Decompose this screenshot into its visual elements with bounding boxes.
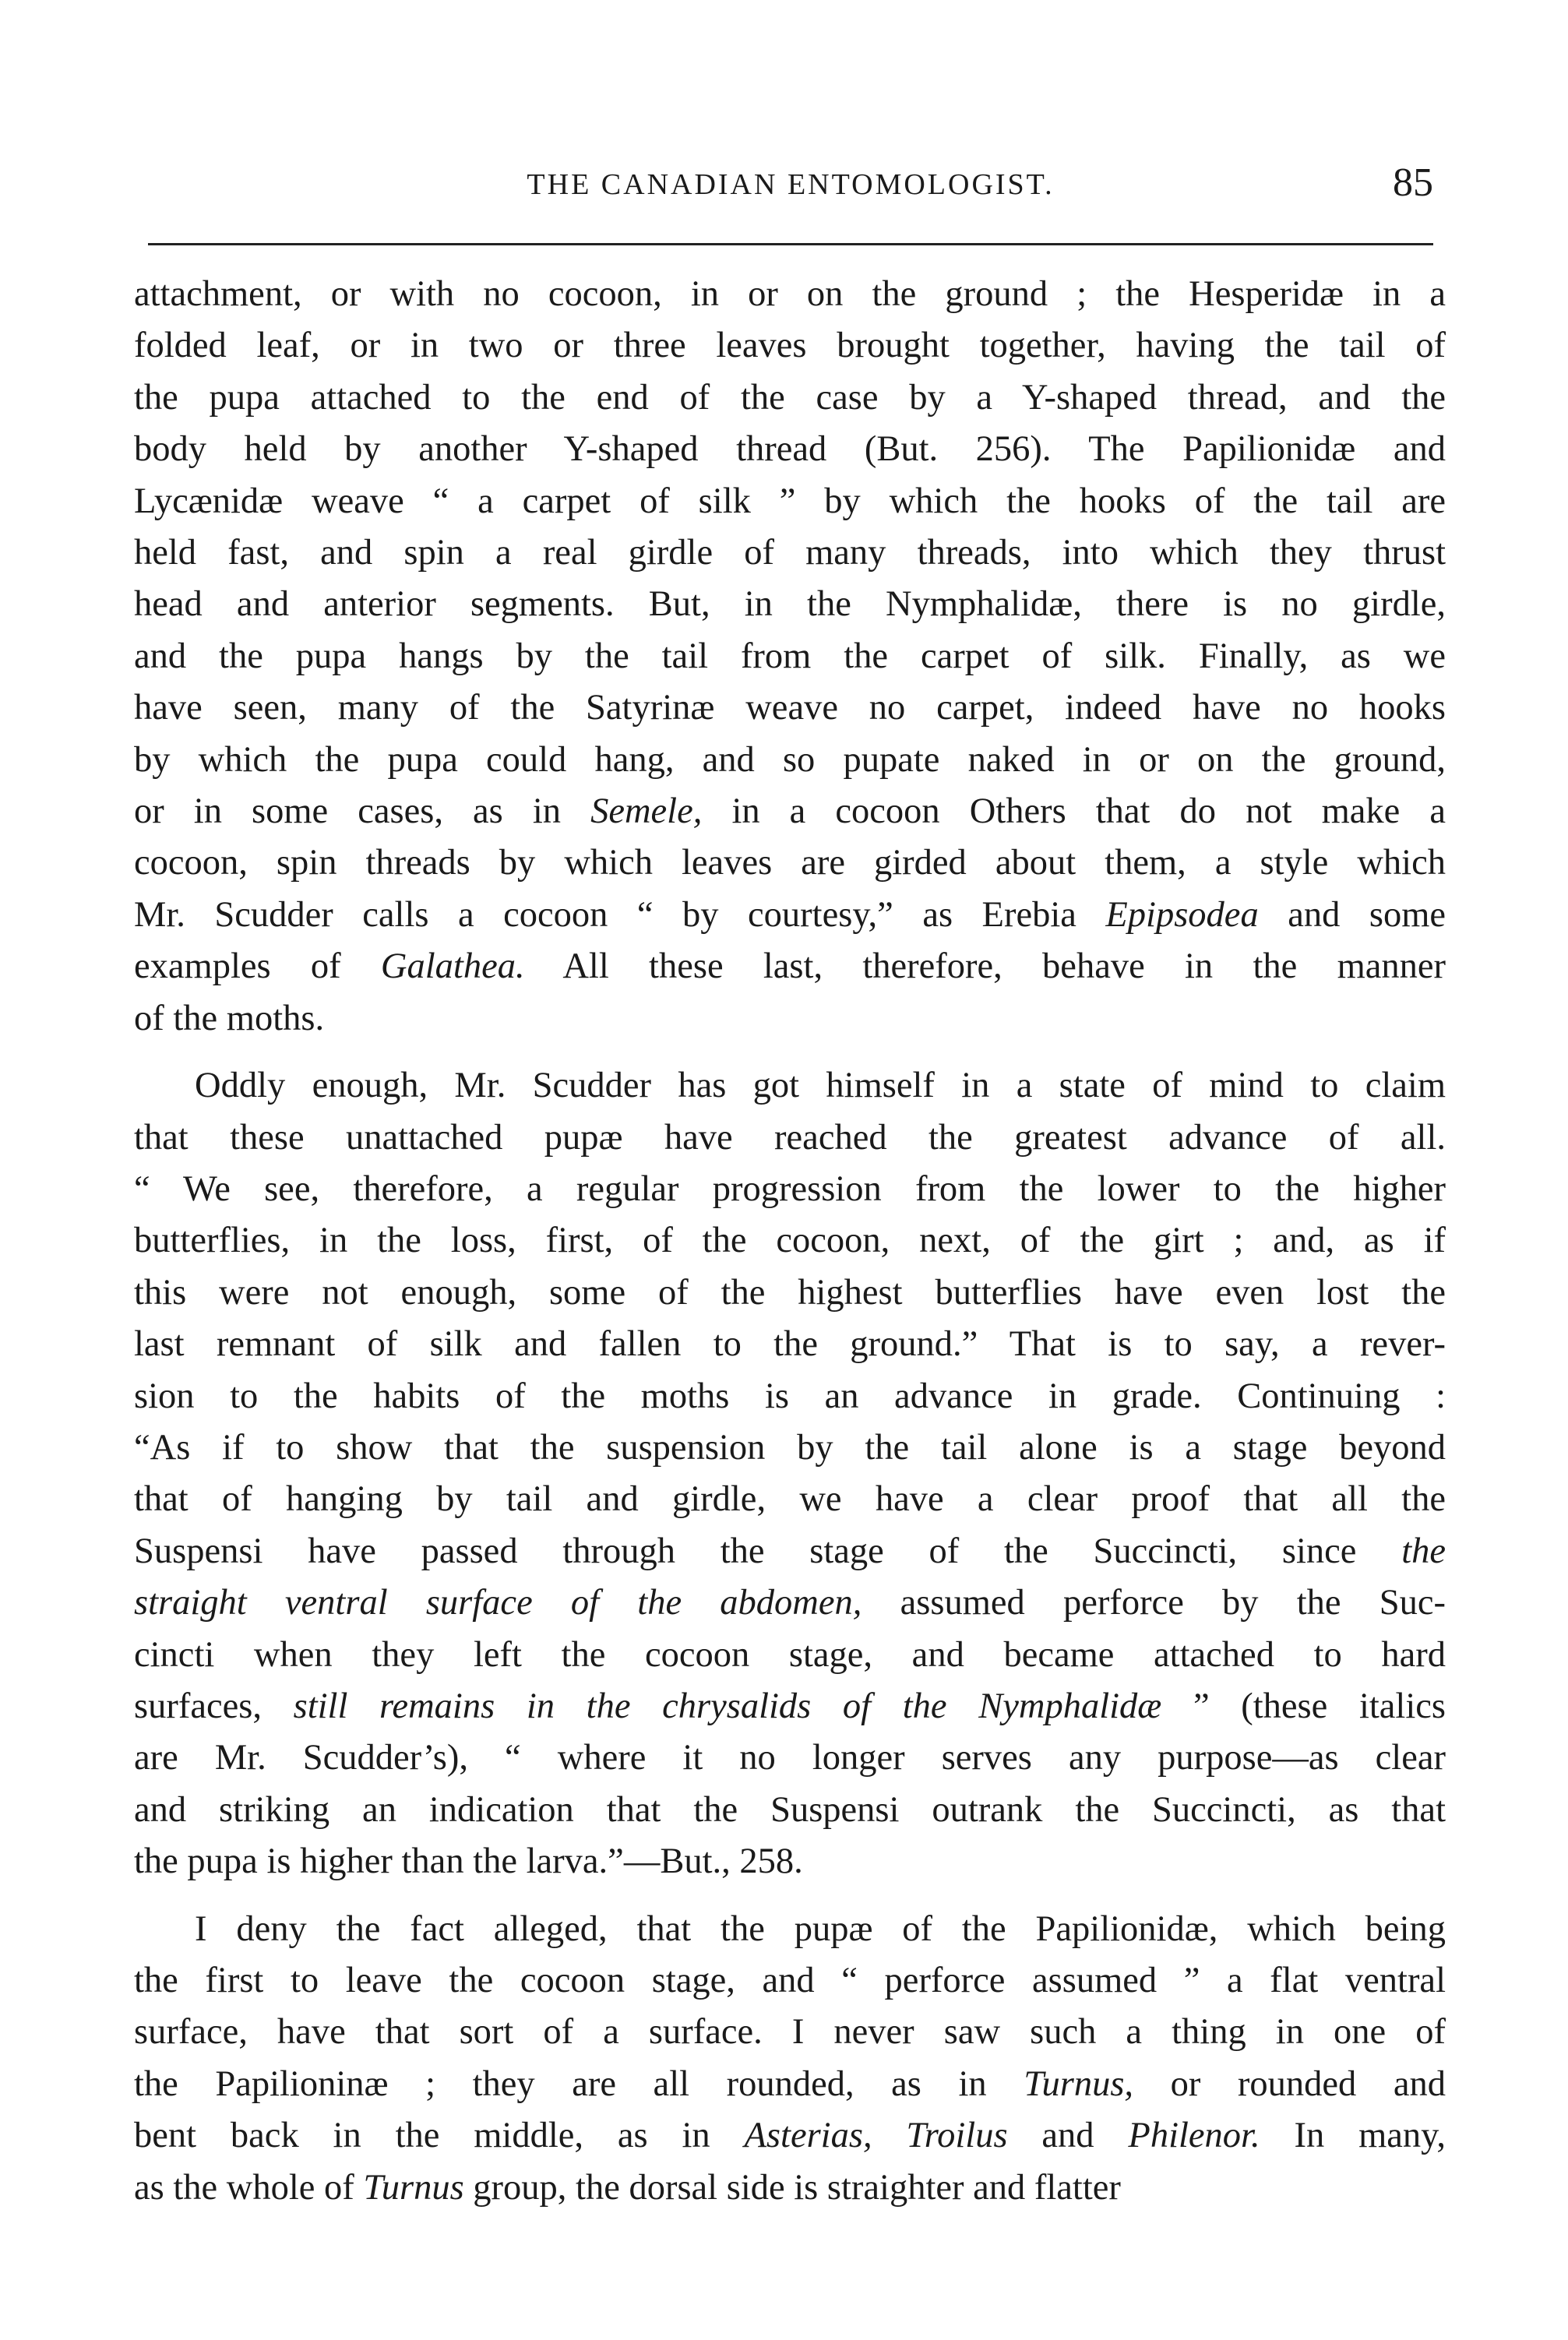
text-run: bent back in the middle, as in — [134, 2116, 745, 2156]
italic-text: Turnus — [363, 2167, 464, 2208]
text-line — [134, 320, 1446, 372]
italic-text: straight ventral surface of the abdomen, — [134, 1583, 862, 1623]
paragraph — [134, 1060, 1446, 1888]
text-line — [134, 1112, 1446, 1164]
text-run: by which the pupa could hang, and so pupate naked in or on the ground, — [134, 739, 1446, 780]
text-run: Suspensi have passed through the stage of the Succincti, since — [134, 1531, 1402, 1571]
text-line — [134, 1422, 1446, 1474]
text-run: examples of — [134, 946, 381, 987]
text-run: last remnant of silk and fallen to the ground.” That is to say, a rever- — [134, 1324, 1446, 1365]
text-line — [134, 579, 1446, 630]
text-run: are Mr. Scudder’s), “ where it no longer serves any purpose—as clear — [134, 1738, 1446, 1778]
text-run: the Papilioninæ ; they are all rounded, as in — [134, 2063, 1024, 2104]
text-run: and some — [1258, 894, 1446, 935]
text-line — [134, 1474, 1446, 1525]
text-line — [134, 890, 1446, 941]
text-line — [134, 837, 1446, 889]
text-line — [134, 2059, 1446, 2110]
text-line — [134, 1732, 1446, 1784]
text-line — [134, 269, 1446, 320]
text-run: assumed perforce by the Suc- — [862, 1583, 1446, 1623]
text-run: and striking an indication that the Suspensi outrank the Succincti, as that — [134, 1789, 1446, 1830]
text-run: In many, — [1260, 2116, 1446, 2156]
text-line — [134, 1215, 1446, 1267]
text-run: and the pupa hangs by the tail from the carpet of silk. Finally, as we — [134, 636, 1446, 676]
body-text — [134, 269, 1446, 2214]
text-run: held fast, and spin a real girdle of many threads, into which they thrust — [134, 533, 1446, 573]
text-line — [134, 424, 1446, 475]
text-line — [134, 476, 1446, 527]
text-line — [134, 2110, 1446, 2162]
text-run: that of hanging by tail and girdle, we have a clear proof that all the — [134, 1479, 1446, 1520]
text-line — [134, 2162, 1446, 2214]
text-line — [134, 1319, 1446, 1370]
text-run: “ We see, therefore, a regular progression from the lower to the higher — [134, 1168, 1446, 1209]
text-run: Mr. Scudder calls a cocoon “ by courtesy,” as Erebia — [134, 894, 1106, 935]
text-run: Lycænidæ weave “ a carpet of silk ” by which the hooks of the tail are — [134, 481, 1446, 521]
text-line — [134, 631, 1446, 682]
text-line — [134, 786, 1446, 837]
text-run: group, the dorsal side is straighter and flatter — [463, 2167, 1121, 2208]
text-run: the first to leave the cocoon stage, and “ perforce assumed ” a flat ventral — [134, 1961, 1446, 2000]
text-line — [134, 1836, 1446, 1887]
text-line — [134, 1060, 1446, 1112]
text-line — [134, 527, 1446, 579]
italic-text: the — [1401, 1531, 1446, 1571]
italic-text: Philenor. — [1128, 2116, 1260, 2156]
italic-text: Turnus, — [1024, 2063, 1134, 2104]
text-run: the pupa is higher than the larva.”—But., 258. — [134, 1841, 803, 1882]
text-run: or rounded and — [1133, 2063, 1446, 2104]
text-run: that these unattached pupæ have reached the greatest advance of all. — [134, 1117, 1446, 1158]
text-run: or in some cases, as in — [134, 791, 591, 832]
page-number: 85 — [1393, 160, 1433, 205]
text-line — [134, 1681, 1446, 1732]
text-run: surfaces, — [134, 1686, 294, 1726]
text-line — [134, 941, 1446, 992]
italic-text: Galathea. — [380, 946, 525, 987]
text-run: of the moths. — [134, 998, 325, 1038]
text-run: cocoon, spin threads by which leaves are girded about them, a style which — [134, 843, 1446, 883]
text-line — [134, 1955, 1446, 2007]
italic-text: Semele, — [590, 791, 703, 832]
italic-text: still remains in the chrysalids of the Nymphalidæ — [293, 1686, 1162, 1726]
text-run: attachment, or with no cocoon, in or on the ground ; the Hesperidæ in a — [134, 274, 1446, 314]
text-line — [134, 993, 1446, 1045]
text-run: “As if to show that the suspension by the tail alone is a stage beyond — [134, 1427, 1446, 1468]
text-run: folded leaf, or in two or three leaves brought together, having the tail of — [134, 326, 1446, 366]
text-run: butterflies, in the loss, first, of the cocoon, next, of the girt ; and, as if — [134, 1221, 1446, 1261]
text-line — [134, 1164, 1446, 1215]
text-run: and — [1007, 2116, 1129, 2156]
text-run: in a cocoon Others that do not make a — [702, 791, 1446, 832]
text-line — [134, 682, 1446, 734]
text-line — [134, 1904, 1446, 1955]
text-run: All these last, therefore, behave in the manner — [524, 946, 1446, 987]
text-line — [134, 372, 1446, 424]
text-run: cincti when they left the cocoon stage, and became attached to hard — [134, 1634, 1446, 1675]
text-line — [134, 1785, 1446, 1836]
text-run: body held by another Y-shaped thread (But. 256). The Papilionidæ and — [134, 429, 1446, 470]
text-run: sion to the habits of the moths is an advance in grade. Continuing : — [134, 1376, 1446, 1416]
text-line — [134, 1630, 1446, 1681]
text-run: this were not enough, some of the highest butterflies have even lost the — [134, 1272, 1446, 1313]
text-run: have seen, many of the Satyrinæ weave no carpet, indeed have no hooks — [134, 688, 1446, 728]
text-run: head and anterior segments. But, in the Nymphalidæ, there is no girdle, — [134, 584, 1446, 625]
paragraph — [134, 1904, 1446, 2214]
text-line — [134, 735, 1446, 786]
text-run: Oddly enough, Mr. Scudder has got himself in a state of mind to claim — [195, 1066, 1446, 1106]
text-line — [134, 1577, 1446, 1629]
text-run: as the whole of — [134, 2167, 364, 2208]
text-run: surface, have that sort of a surface. I never saw such a thing in one of — [134, 2012, 1446, 2053]
italic-text: Epipsodea — [1105, 894, 1259, 935]
text-line — [134, 1267, 1446, 1319]
text-line — [134, 1371, 1446, 1422]
text-line — [134, 2007, 1446, 2058]
header-rule — [148, 243, 1433, 245]
text-run: the pupa attached to the end of the case by a Y-shaped thread, and the — [134, 377, 1446, 418]
text-run: ” (these italics — [1161, 1686, 1446, 1726]
running-head — [148, 160, 1433, 206]
text-run: I deny the fact alleged, that the pupæ of the Papilionidæ, which being — [195, 1908, 1446, 1949]
paragraph — [134, 269, 1446, 1045]
journal-title: THE CANADIAN ENTOMOLOGIST. — [527, 168, 1055, 201]
text-line — [134, 1526, 1446, 1577]
italic-text: Asterias, Troilus — [744, 2116, 1008, 2156]
